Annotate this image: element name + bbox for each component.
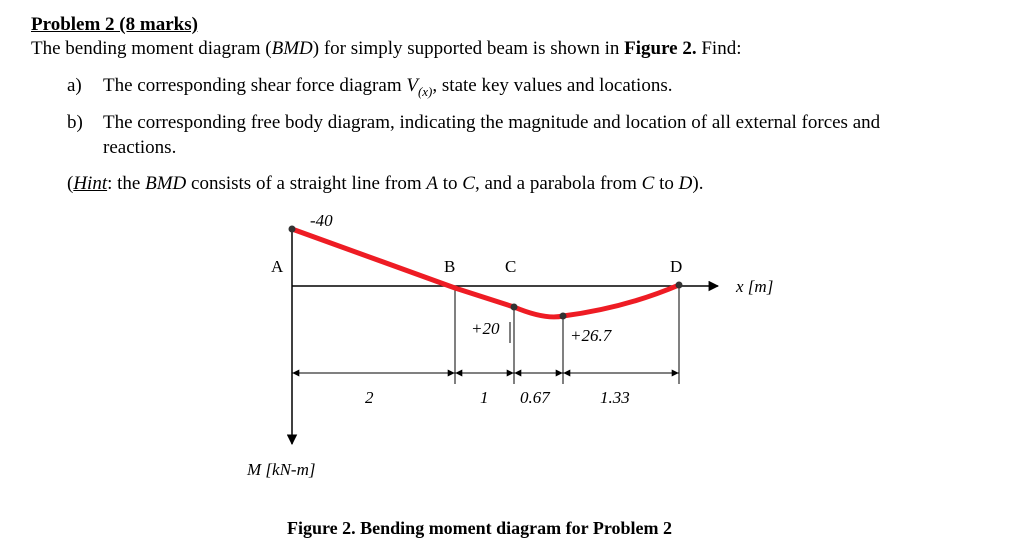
- part-a-sub: (x): [417, 83, 433, 99]
- hint-text-3: to: [437, 173, 463, 194]
- bmd-curve: [292, 229, 679, 317]
- hint-text-1: : the: [107, 173, 146, 194]
- length-bc: 1: [480, 388, 489, 407]
- intro-text-2: ) for simply supported beam is shown in: [312, 38, 625, 59]
- point-d-dot: [676, 282, 683, 289]
- value-at-a: -40: [310, 211, 333, 230]
- intro-bmd: BMD: [271, 38, 313, 59]
- label-a: A: [271, 257, 284, 276]
- intro-text-3: Find:: [696, 38, 742, 59]
- part-a-text-2: , state key values and locations.: [432, 75, 673, 96]
- point-peak-dot: [560, 313, 567, 320]
- figure-caption: Figure 2. Bending moment diagram for Problem 2: [287, 518, 672, 538]
- hint-text-4: , and a parabola from: [474, 173, 642, 194]
- m-axis-label: M [kN-m]: [247, 460, 316, 479]
- part-a-text-1: The corresponding shear force diagram: [103, 75, 407, 96]
- hint-text-5: to: [654, 173, 679, 194]
- hint-text-2: consists of a straight line from: [186, 173, 427, 194]
- part-b-letter: b): [67, 112, 83, 133]
- hint-word: Hint: [73, 173, 108, 194]
- x-axis-label: x [m]: [736, 277, 774, 296]
- label-b: B: [444, 257, 456, 276]
- part-a-v: V: [406, 75, 418, 96]
- hint-c: C: [462, 173, 475, 194]
- part-a-letter: a): [67, 75, 82, 96]
- label-c: C: [505, 257, 517, 276]
- value-at-peak: +26.7: [570, 326, 612, 345]
- hint-a: A: [426, 173, 438, 194]
- hint-open: (: [67, 173, 74, 194]
- problem-title: Problem 2 (8 marks): [31, 14, 198, 35]
- length-ab: 2: [365, 388, 374, 407]
- hint-c2: C: [641, 173, 655, 194]
- intro-figure-ref: Figure 2.: [624, 38, 697, 59]
- point-a-dot: [289, 226, 296, 233]
- label-d: D: [670, 257, 683, 276]
- part-b-line-1: The corresponding free body diagram, indicating the magnitude and location of all external forces and: [103, 112, 881, 133]
- length-c-peak: 0.67: [520, 388, 550, 407]
- intro-text-1: The bending moment diagram (: [31, 38, 272, 59]
- hint-d: D: [678, 173, 693, 194]
- value-at-c: +20: [471, 319, 500, 338]
- point-c-dot: [511, 304, 518, 311]
- hint-text-6: ).: [692, 173, 704, 194]
- hint-bmd: BMD: [145, 173, 187, 194]
- length-peak-d: 1.33: [600, 388, 630, 407]
- part-b-line-2: reactions.: [103, 137, 177, 158]
